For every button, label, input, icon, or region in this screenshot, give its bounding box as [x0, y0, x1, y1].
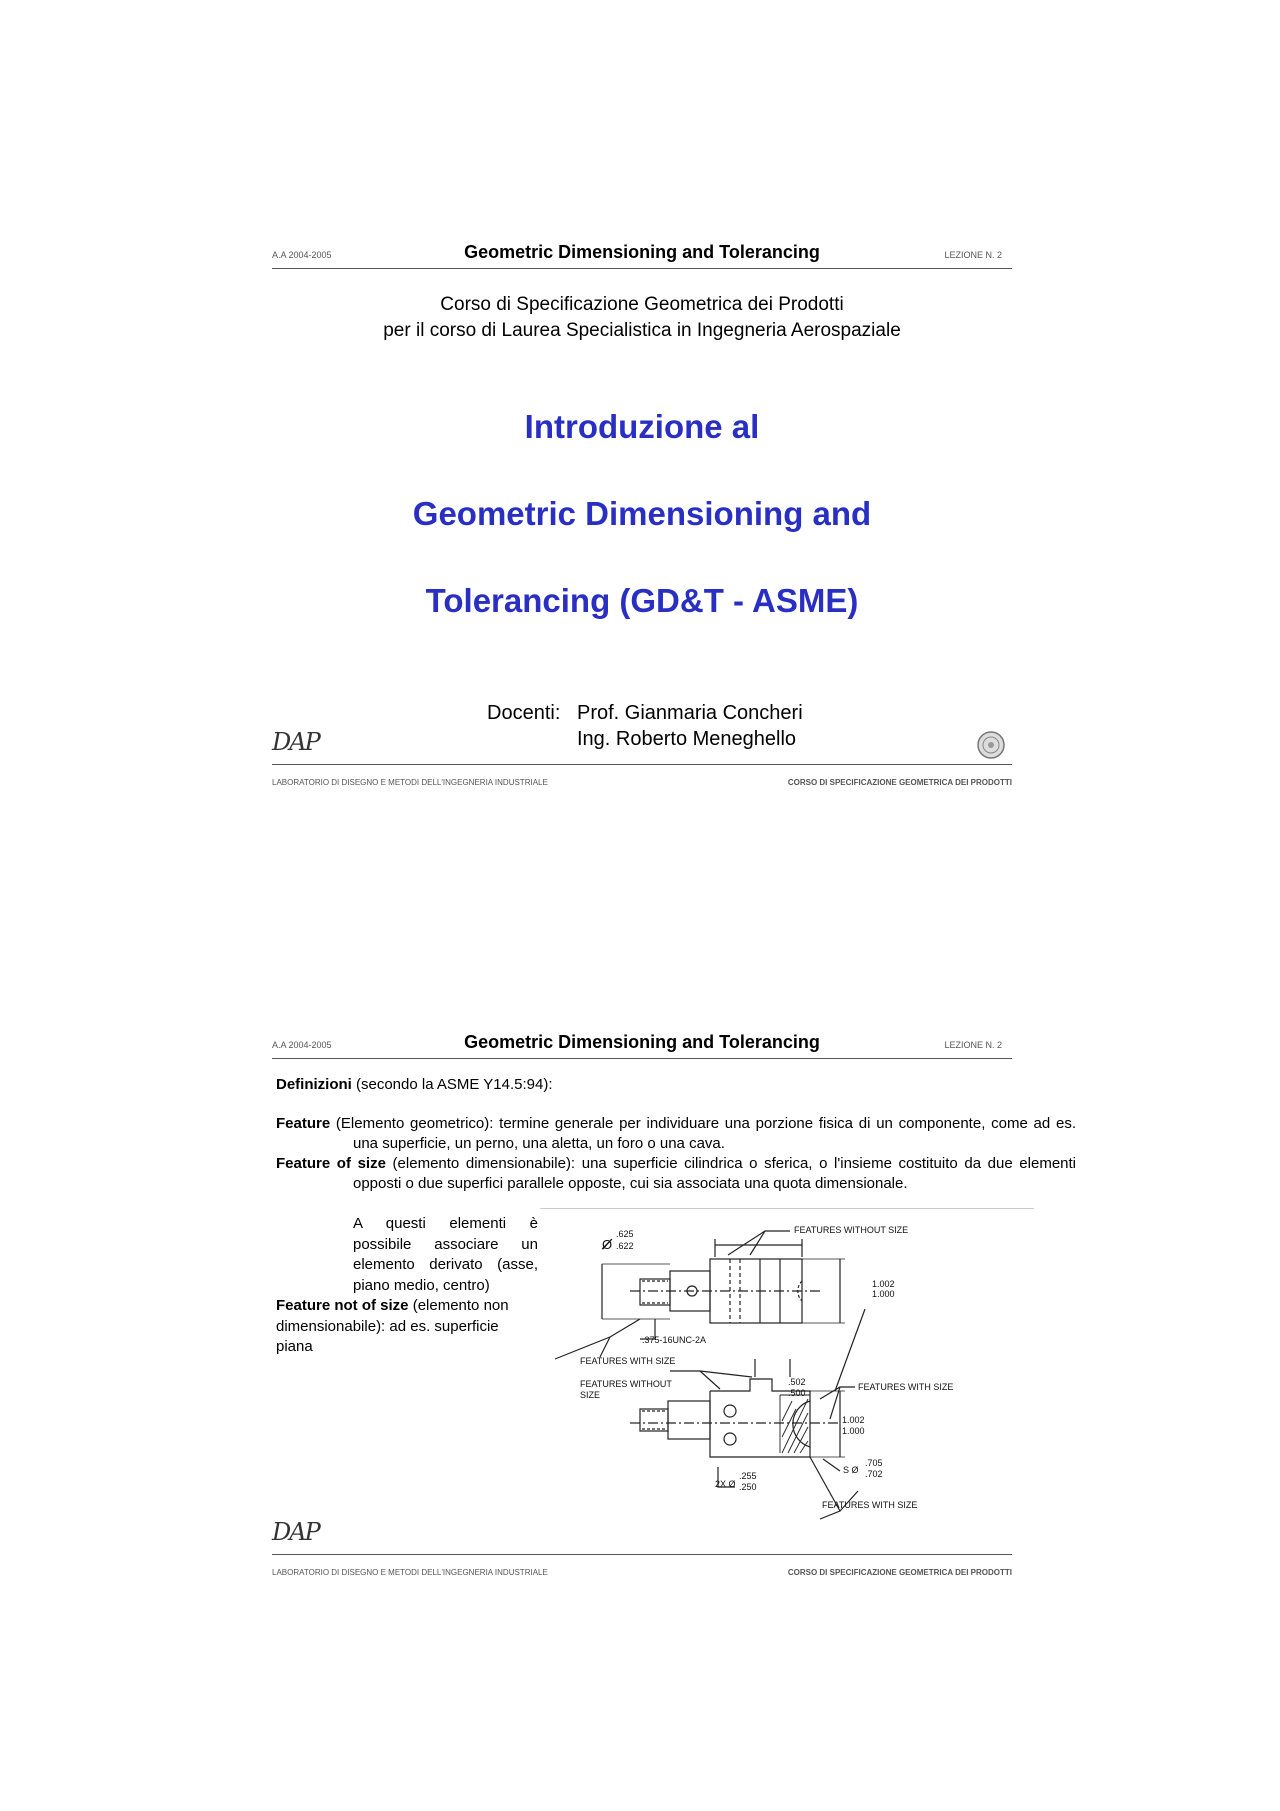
header-year: A.A 2004-2005 — [272, 250, 332, 260]
footer-divider — [272, 1554, 1012, 1555]
title-line-2: Geometric Dimensioning and — [412, 495, 872, 532]
dim-right-bottom: 1.000 — [872, 1289, 895, 1299]
title-line-1: Introduzione al — [524, 408, 760, 445]
features-without-size-label-2a: FEATURES WITHOUT — [580, 1379, 672, 1389]
fnos-term: Feature not of size — [276, 1297, 409, 1314]
dim-right-top: 1.002 — [872, 1279, 895, 1289]
dap-logo: DAP — [272, 1518, 319, 1546]
derived-element-text: A questi elementi è possibile associare un elemento derivato (asse, piano medio, centro) — [353, 1215, 538, 1294]
sphere-dim-top: .705 — [865, 1458, 883, 1468]
definitions-title: Definizioni — [276, 1076, 352, 1093]
header-lesson: LEZIONE N. 2 — [944, 250, 1002, 260]
fnos-text: (elemento non dimensionabile): ad es. superficie piana — [276, 1297, 509, 1355]
upper-dia-top: .625 — [616, 1229, 634, 1239]
docenti-label: Docenti: — [487, 702, 561, 724]
slide-1 — [272, 240, 1012, 790]
footer-left: LABORATORIO DI DISEGNO E METODI DELL'INGEGNERIA INDUSTRIALE — [272, 778, 548, 787]
header-lesson: LEZIONE N. 2 — [944, 1040, 1002, 1050]
fos-term: Feature of size — [276, 1155, 386, 1172]
gdt-part-diagram — [540, 1208, 1034, 1549]
header-title: Geometric Dimensioning and Tolerancing — [464, 1032, 820, 1052]
features-with-size-label-1: FEATURES WITH SIZE — [580, 1356, 676, 1366]
footer-right: CORSO DI SPECIFICAZIONE GEOMETRICA DEI PRODOTTI — [787, 778, 1012, 787]
course-line-1: Corso di Specificazione Geometrica dei Prodotti — [440, 294, 844, 315]
docente-2: Ing. Roberto Meneghello — [577, 728, 797, 750]
diagram-svg — [540, 1209, 1034, 1549]
title-line-3: Tolerancing (GD&T - ASME) — [425, 582, 859, 619]
feature-term: Feature — [276, 1115, 331, 1132]
hole-prefix: 2X Ø — [715, 1479, 736, 1489]
features-without-size-label-2b: SIZE — [580, 1390, 601, 1400]
features-without-size-label-1: FEATURES WITHOUT SIZE — [794, 1225, 909, 1235]
feature-definition — [276, 1114, 1076, 1154]
thread-stub — [640, 1279, 670, 1305]
header-divider — [272, 268, 1012, 269]
thread-label: .375-16UNC-2A — [642, 1335, 707, 1345]
university-seal-icon — [976, 730, 1006, 760]
feature-not-of-size-definition — [276, 1296, 538, 1358]
fos-text: (elemento dimensionabile): una superficie cilindrica o sferica, o l'insieme costituito da due elementi opposti o due superfici parallele opposte, cui sia associata una quota dimensionale. — [353, 1155, 1076, 1192]
lower-dim-top: 1.002 — [842, 1415, 865, 1425]
lower-dim-bottom: 1.000 — [842, 1426, 865, 1436]
upper-dia-bottom: .622 — [616, 1241, 634, 1251]
upper-dia-symbol: Ø — [602, 1237, 613, 1252]
dap-logo: DAP — [272, 728, 319, 756]
features-with-size-label-2: FEATURES WITH SIZE — [858, 1382, 954, 1392]
sphere-prefix: S Ø — [843, 1465, 859, 1475]
thread-stub-lower — [640, 1409, 668, 1431]
slot-dim-top: .502 — [788, 1377, 806, 1387]
docente-1: Prof. Gianmaria Concheri — [577, 702, 803, 724]
footer-right: CORSO DI SPECIFICAZIONE GEOMETRICA DEI PRODOTTI — [787, 1568, 1012, 1577]
features-with-size-label-3: FEATURES WITH SIZE — [822, 1500, 918, 1510]
header-year: A.A 2004-2005 — [272, 1040, 332, 1050]
definitions-ref: (secondo la ASME Y14.5:94): — [351, 1076, 553, 1093]
course-line-2: per il corso di Laurea Specialistica in Ingegneria Aerospaziale — [383, 320, 901, 341]
footer-left: LABORATORIO DI DISEGNO E METODI DELL'INGEGNERIA INDUSTRIALE — [272, 1568, 548, 1577]
header-title: Geometric Dimensioning and Tolerancing — [464, 242, 820, 262]
slot-dim-bottom: .500 — [788, 1388, 806, 1398]
sphere-dim-bottom: .702 — [865, 1469, 883, 1479]
header-divider — [272, 1058, 1012, 1059]
hole-dim-top: .255 — [739, 1471, 757, 1481]
hole-dim-bottom: .250 — [739, 1482, 757, 1492]
slide-2 — [272, 1030, 1076, 1590]
footer-divider — [272, 764, 1012, 765]
definitions-heading — [276, 1076, 553, 1093]
feature-text: (Elemento geometrico): termine generale per individuare una porzione fisica di un componente, come ad es. una superficie, un perno, una aletta, un foro o una cava. — [330, 1115, 1076, 1152]
feature-of-size-definition — [276, 1154, 1076, 1194]
